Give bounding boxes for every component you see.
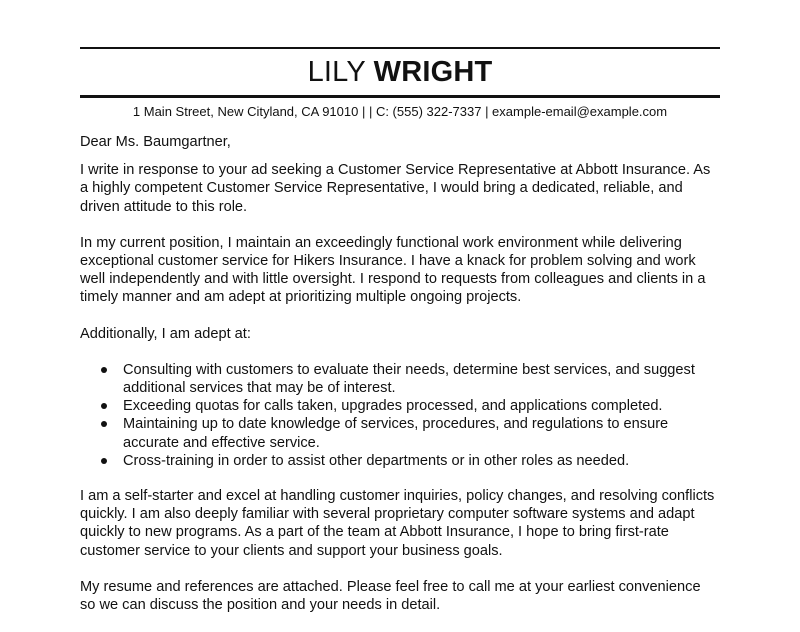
first-name: LILY — [307, 56, 366, 88]
list-item — [80, 452, 720, 470]
list-item-text: Maintaining up to date knowledge of services, procedures, and regulations to ensure accurate and effective service. — [123, 416, 669, 451]
list-item — [80, 397, 720, 415]
header-bottom-rule — [80, 95, 720, 98]
list-item-text: Exceeding quotas for calls taken, upgrades processed, and applications completed. — [123, 398, 663, 415]
list-item-text: Consulting with customers to evaluate their needs, determine best services, and suggest additional services that may be of interest. — [123, 361, 695, 397]
applicant-name — [80, 55, 720, 89]
last-name: WRIGHT — [373, 56, 493, 88]
contact-line: 1 Main Street, New Cityland, CA 91010 | | C: (555) 322-7337 | example-email@example.com — [132, 104, 668, 119]
paragraph-current-position: In my current position, I maintain an exceedingly functional work environment while delivering exceptional customer service for Hikers Insurance. I have a knack for problem solving and work well independently and with little oversight. I respond to requests from colleagues and clients in a timely manner and am adept at prioritizing multiple ongoing projects. — [80, 234, 706, 306]
paragraph-intro: I write in response to your ad seeking a Customer Service Representative at Abbott Insurance. As a highly competent Customer Service Representative, I would bring a dedicated, reliable, and driven attitude to this role. — [80, 162, 711, 215]
bullet-dot-icon — [101, 458, 107, 464]
letter-body — [80, 133, 720, 632]
salutation: Dear Ms. Baumgartner, — [80, 134, 231, 150]
list-item — [80, 361, 720, 397]
paragraph-skills-lead: Additionally, I am adept at: — [80, 325, 251, 342]
skills-list — [80, 361, 720, 470]
bullet-dot-icon — [101, 367, 107, 373]
paragraph-closing: My resume and references are attached. Please feel free to call me at your earliest convenience so we can discuss the position and your needs in detail. — [80, 578, 701, 614]
bullet-dot-icon — [101, 403, 107, 409]
header-top-rule — [80, 47, 720, 49]
bullet-dot-icon — [101, 421, 107, 427]
paragraph-qualifications: I am a self-starter and excel at handling customer inquiries, policy changes, and resolving conflicts quickly. I am also deeply familiar with several proprietary computer software systems and adapt quickly to new programs. As a part of the team at Abbott Insurance, I hope to bring first-rate customer service to your clients and support your business goals. — [80, 488, 715, 559]
list-item-text: Cross-training in order to assist other departments or in other roles as needed. — [123, 452, 630, 469]
letter-page — [80, 0, 720, 630]
list-item — [80, 415, 720, 451]
